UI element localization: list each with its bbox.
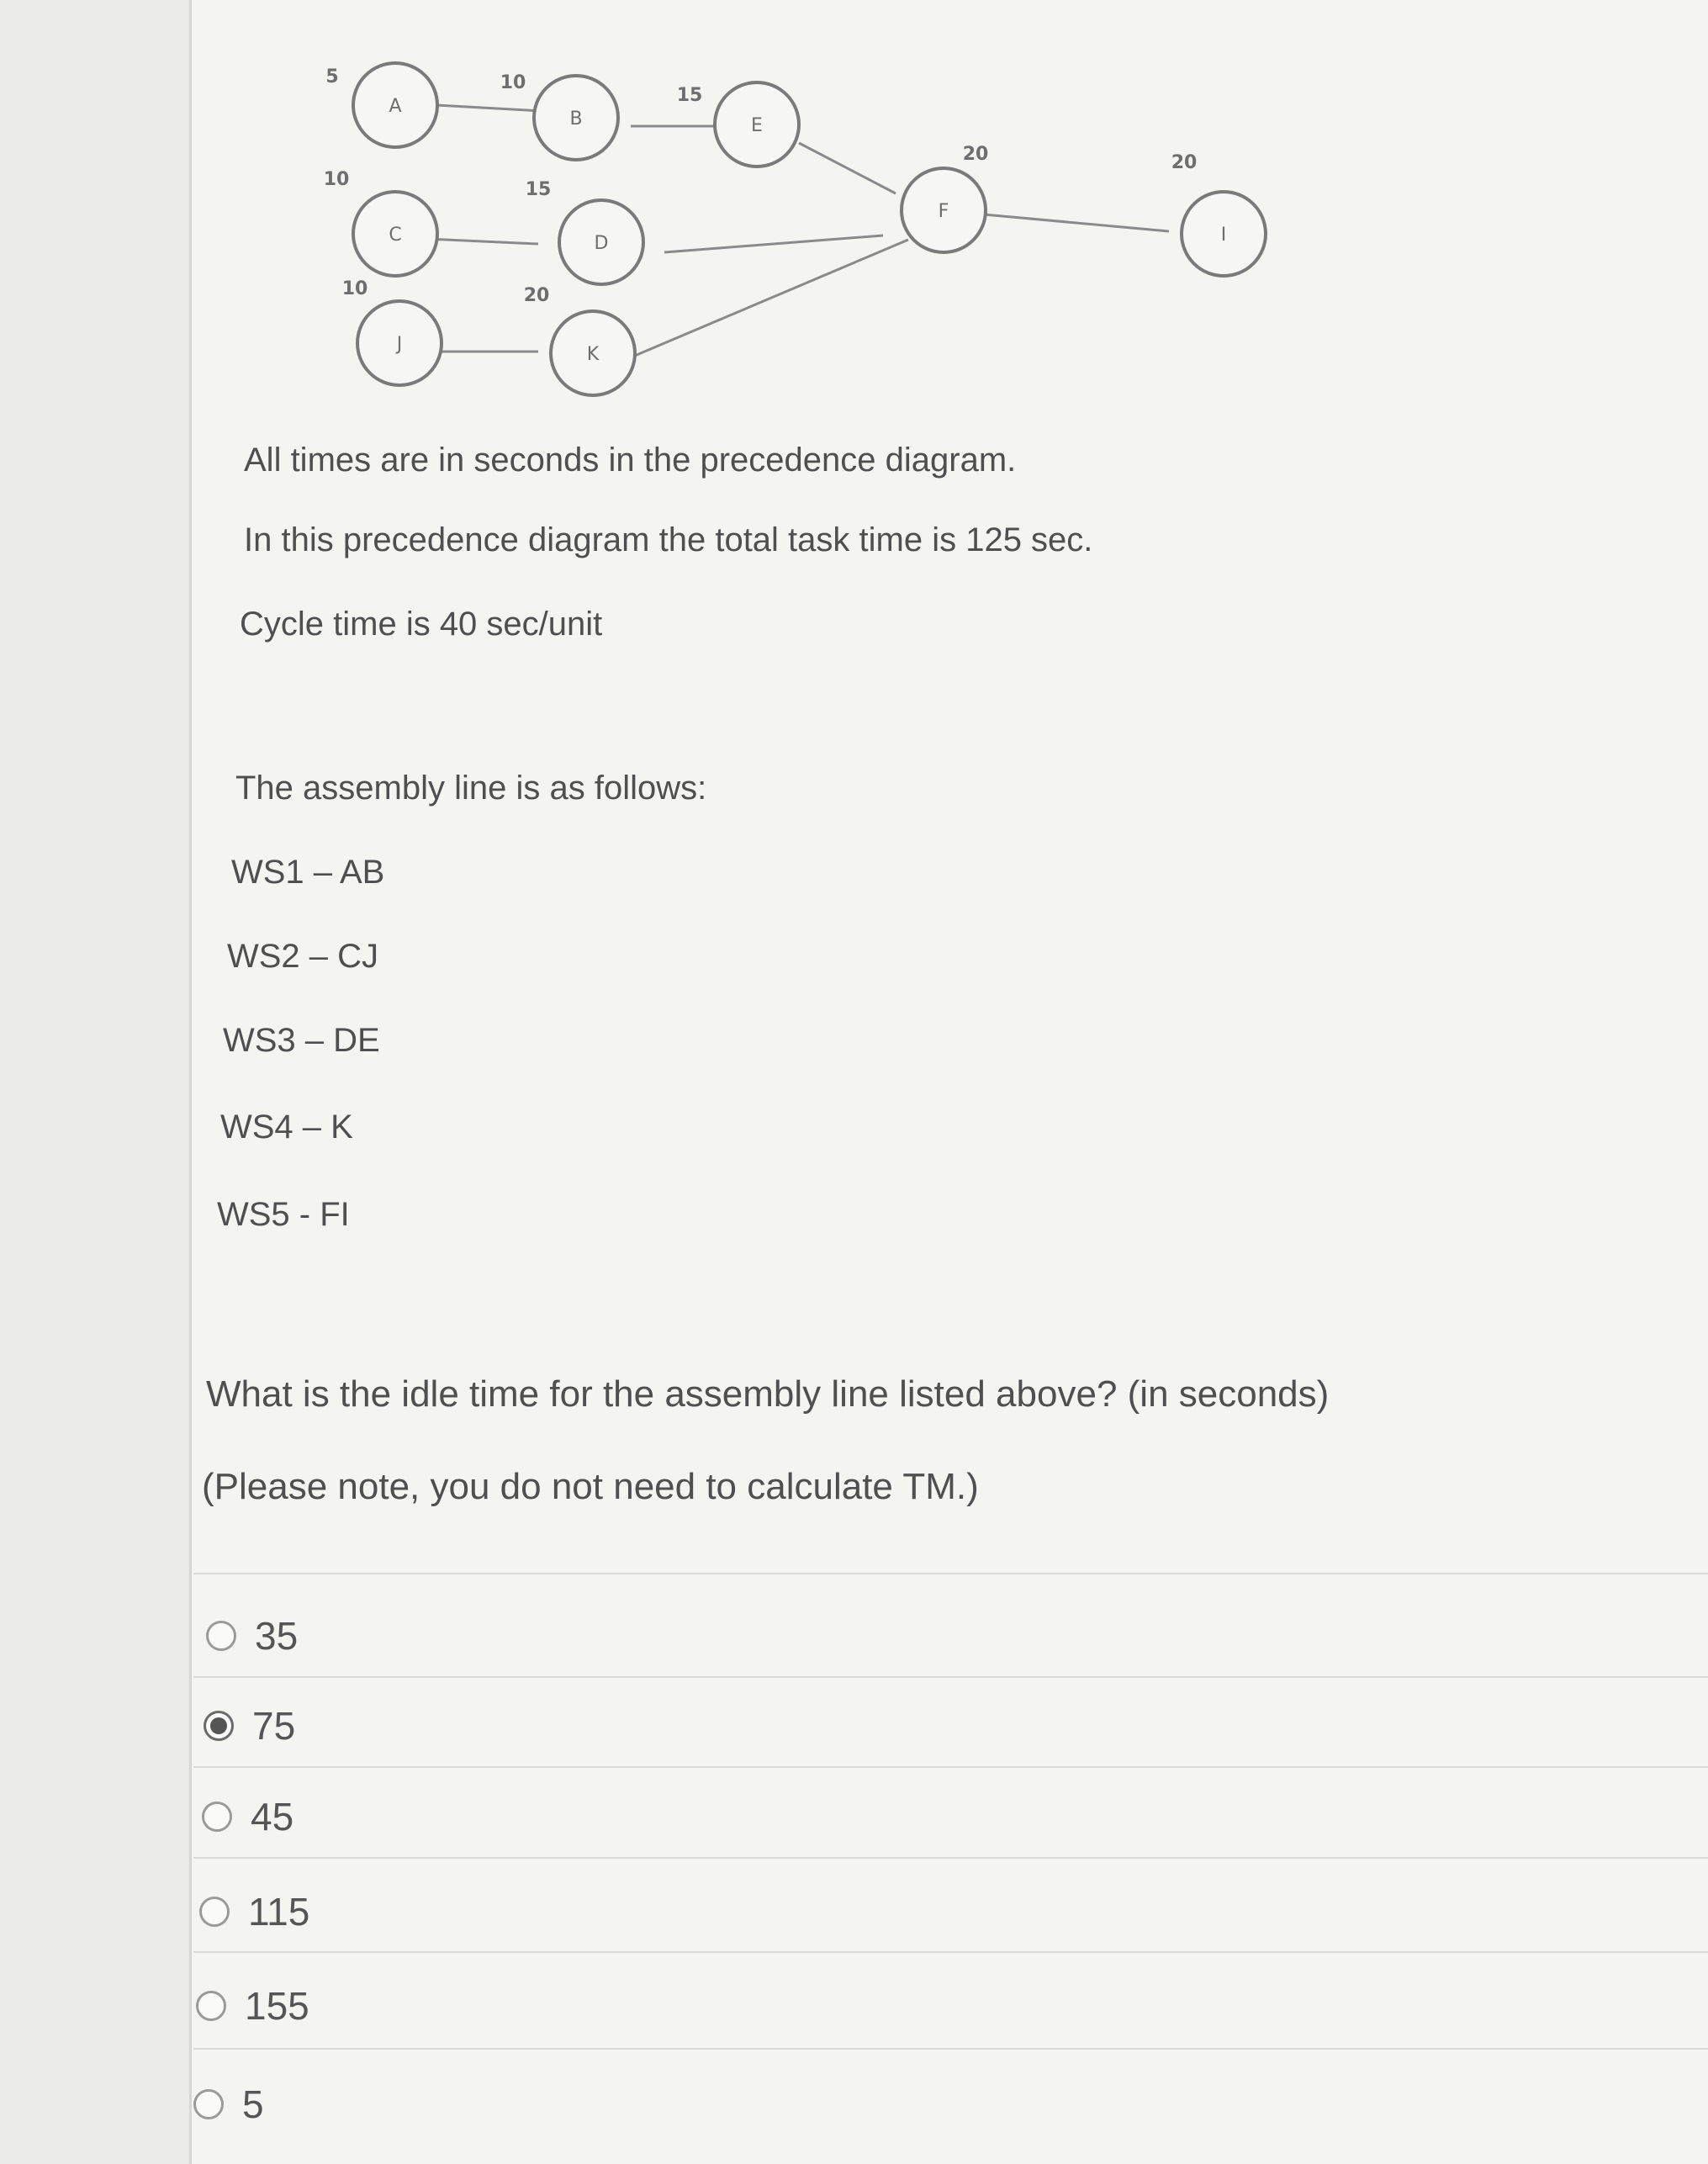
node-k-label: K (586, 344, 600, 365)
radio-icon[interactable] (202, 1802, 232, 1832)
radio-icon[interactable] (196, 1991, 226, 2021)
radio-icon[interactable] (199, 1897, 230, 1927)
option-label: 155 (245, 1984, 309, 2028)
divider (193, 1573, 1708, 1574)
info-cycle-time: Cycle time is 40 sec/unit (240, 606, 603, 643)
node-i-label: I (1220, 225, 1227, 246)
node-c-time: 10 (323, 169, 350, 190)
option-45[interactable] (202, 1783, 293, 1850)
divider (193, 1857, 1708, 1859)
divider (193, 2048, 1708, 2050)
option-label: 115 (248, 1890, 310, 1934)
question-note: (Please note, you do not need to calculate TM.) (202, 1466, 979, 1507)
node-e-time: 15 (676, 85, 703, 106)
option-115[interactable] (199, 1878, 309, 1945)
option-label: 45 (251, 1795, 294, 1839)
node-f-label: F (938, 201, 949, 222)
edge-e-f (799, 143, 896, 193)
divider (193, 1766, 1708, 1768)
node-e-label: E (751, 115, 763, 136)
node-i-time: 20 (1171, 152, 1198, 173)
info-total-task-time: In this precedence diagram the total task time is 125 sec. (244, 521, 1093, 558)
radio-icon[interactable] (193, 2089, 224, 2119)
node-j-label: J (396, 334, 403, 355)
radio-selected-icon[interactable] (204, 1711, 234, 1741)
info-time-units: All times are in seconds in the precedence diagram. (244, 442, 1017, 479)
divider (193, 1676, 1708, 1678)
option-75[interactable] (204, 1692, 295, 1759)
divider (193, 1951, 1708, 1953)
node-f-time: 20 (962, 144, 989, 165)
station-ws1: WS1 – AB (231, 854, 385, 891)
question-text: What is the idle time for the assembly line listed above? (in seconds) (206, 1373, 1330, 1415)
option-5[interactable] (193, 2071, 264, 2138)
edge-d-f (664, 235, 883, 252)
assembly-heading: The assembly line is as follows: (235, 770, 707, 807)
node-a-label: A (389, 96, 402, 117)
option-label: 75 (252, 1704, 296, 1748)
left-margin (0, 0, 219, 2164)
station-ws4: WS4 – K (220, 1108, 353, 1145)
node-d-label: D (594, 233, 609, 254)
edge-f-i (984, 214, 1169, 231)
radio-icon[interactable] (206, 1621, 236, 1651)
station-ws5: WS5 - FI (217, 1196, 350, 1233)
option-label: 35 (255, 1614, 299, 1658)
node-d-time: 15 (525, 179, 552, 200)
option-35[interactable] (206, 1602, 298, 1669)
node-b-time: 10 (500, 72, 526, 93)
precedence-diagram (303, 50, 1312, 404)
option-label: 5 (242, 2082, 264, 2126)
station-ws2: WS2 – CJ (227, 938, 379, 975)
station-ws3: WS3 – DE (223, 1022, 380, 1059)
option-155[interactable] (196, 1972, 309, 2040)
node-c-label: C (389, 225, 402, 246)
node-a-time: 5 (325, 66, 339, 87)
node-b-label: B (569, 108, 583, 130)
edge-k-f (631, 240, 908, 357)
node-j-time: 10 (341, 278, 368, 299)
node-k-time: 20 (523, 285, 550, 306)
